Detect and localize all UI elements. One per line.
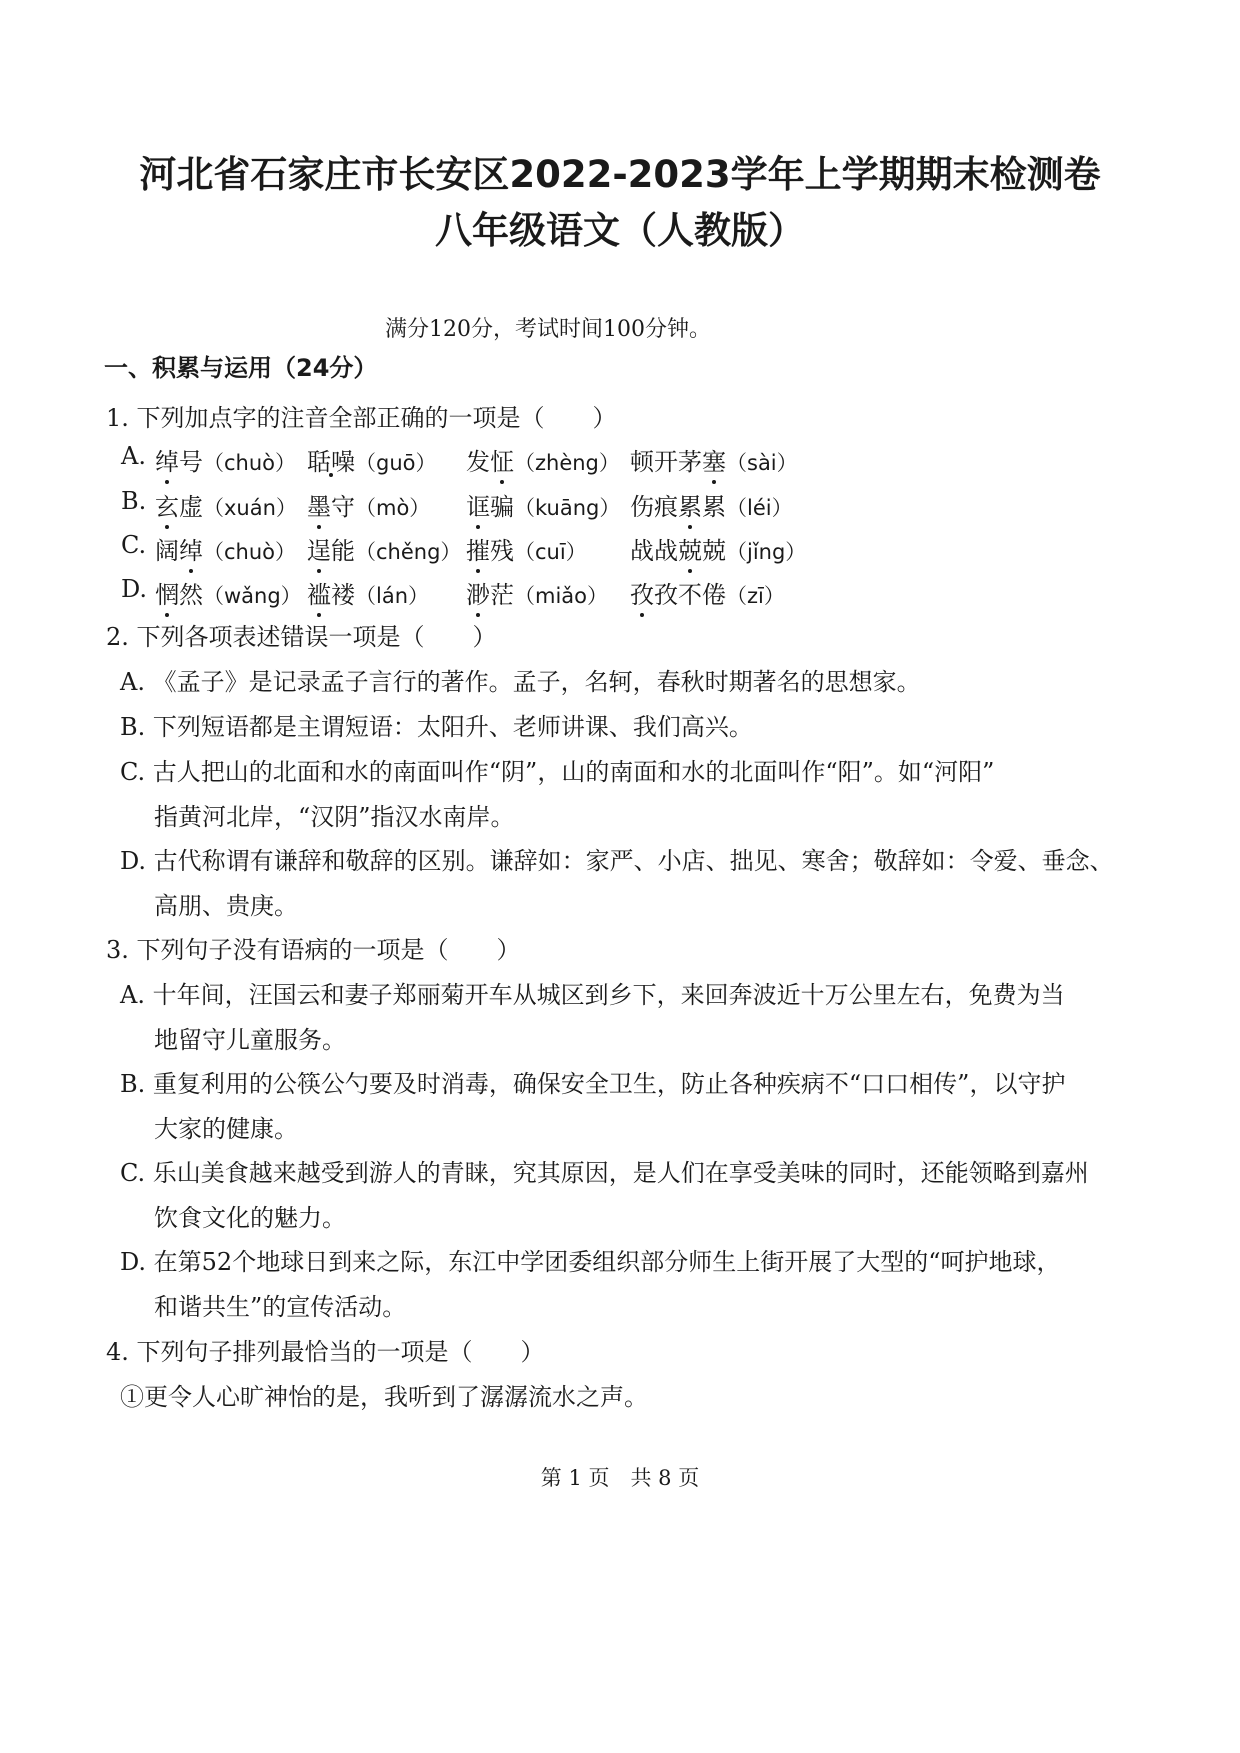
- q1-option-c-word-3: [466, 531, 587, 566]
- option-text: 在第52个地球日到来之际，东江中学团委组织部分师生上街开展了大型的“呵护地球，: [153, 1248, 1061, 1276]
- pinyin: （kuāng）: [514, 496, 621, 520]
- q2-option-d: [120, 841, 1114, 876]
- pinyin: （mò）: [355, 496, 431, 520]
- pinyin: （zī）: [726, 584, 785, 608]
- dotted-character: 兢: [678, 531, 702, 566]
- q1-option-c-word-2: [307, 531, 461, 566]
- pinyin: （guō）: [355, 451, 437, 475]
- q1-option-d-word-4: [630, 575, 785, 610]
- word-part: 噪: [331, 448, 355, 476]
- q1-option-d-word-1: [155, 575, 302, 610]
- q3-option-d: [120, 1242, 1060, 1277]
- pinyin: （cuī）: [514, 540, 587, 564]
- pinyin: （léi）: [726, 496, 793, 520]
- option-label: C.: [120, 1159, 146, 1187]
- q1-option-a-word-4: [630, 442, 798, 477]
- q3-stem: 3. 下列句子没有语病的一项是（ ）: [106, 936, 521, 964]
- option-text: 十年间，汪国云和妻子郑丽菊开车从城区到乡下，来回奔波近十万公里左右，免费为当: [152, 981, 1065, 1009]
- q1-option-c-label: C.: [121, 531, 147, 559]
- q3-option-d-cont: 和谐共生”的宣传活动。: [154, 1293, 407, 1321]
- q2-option-c: [120, 752, 994, 787]
- q1-option-b-word-2: [307, 487, 430, 522]
- word-part: 兢: [702, 537, 726, 565]
- dotted-character: 玄: [155, 487, 179, 522]
- q3-option-b-cont: 大家的健康。: [154, 1115, 298, 1143]
- title-line-1: 河北省石家庄市长安区2022-2023学年上学期期末检测卷: [139, 153, 1101, 196]
- q2-option-a: [120, 662, 921, 697]
- q4-sentence-1: ①更令人心旷神怡的是，我听到了潺潺流水之声。: [120, 1383, 648, 1411]
- dotted-character: 怔: [490, 442, 514, 477]
- option-text: 古人把山的北面和水的南面叫作“阴”，山的南面和水的北面叫作“阳”。如“河阳”: [152, 758, 995, 786]
- word-part: 虚: [179, 493, 203, 521]
- dotted-character: 褴: [307, 575, 331, 610]
- word-part: 守: [331, 493, 355, 521]
- option-text: 下列短语都是主谓短语：太阳升、老师讲课、我们高兴。: [152, 713, 753, 741]
- pinyin: （jǐng）: [726, 540, 807, 564]
- q1-option-b-word-4: [630, 487, 793, 522]
- pinyin: （lán）: [355, 584, 430, 608]
- dotted-character: 诓: [466, 487, 490, 522]
- word-part: 发: [466, 448, 490, 476]
- q1-option-b-label: B.: [121, 487, 147, 515]
- q1-option-c-word-1: [155, 531, 296, 566]
- word-part: 战战: [630, 537, 678, 565]
- q3-option-c: [120, 1153, 1089, 1188]
- q1-option-a-label: A.: [121, 442, 146, 470]
- word-part: 然: [179, 581, 203, 609]
- pinyin: （xuán）: [203, 496, 297, 520]
- q3-option-c-cont: 饮食文化的魅力。: [154, 1204, 346, 1232]
- word-part: 聒: [307, 448, 331, 476]
- word-part: 伤痕: [630, 493, 678, 521]
- dotted-character: 惘: [155, 575, 179, 610]
- word-part: 顿开茅: [630, 448, 702, 476]
- option-text: 古代称谓有谦辞和敬辞的区别。谦辞如：家严、小店、拙见、寒舍；敬辞如：令爱、垂念、: [153, 847, 1114, 875]
- dotted-character: 墨: [307, 487, 331, 522]
- q2-stem: 2. 下列各项表述错误一项是（ ）: [106, 623, 497, 651]
- word-part: 骗: [490, 493, 514, 521]
- pinyin: （miǎo）: [514, 584, 609, 608]
- q1-option-c-word-4: [630, 531, 806, 566]
- option-label: B.: [120, 1070, 146, 1098]
- dotted-character: 塞: [702, 442, 726, 477]
- option-text: 重复利用的公筷公勺要及时消毒，确保安全卫生，防止各种疾病不“口口相传”，以守护: [152, 1070, 1066, 1098]
- q1-option-d-word-2: [307, 575, 429, 610]
- q3-option-a: [120, 975, 1065, 1010]
- q1-option-d-word-3: [466, 575, 608, 610]
- option-text: 乐山美食越来越受到游人的青睐，究其原因，是人们在享受美味的同时，还能领略到嘉州: [152, 1159, 1089, 1187]
- q1-option-d-label: D.: [121, 575, 148, 603]
- option-label: D.: [120, 1248, 147, 1276]
- word-part: 阔: [155, 537, 179, 565]
- pinyin: （sài）: [726, 451, 798, 475]
- dotted-character: 孜: [630, 575, 654, 610]
- dotted-character: 逞: [307, 531, 331, 566]
- option-label: A.: [120, 668, 145, 696]
- dotted-character: 摧: [466, 531, 490, 566]
- pinyin: （chuò）: [203, 451, 297, 475]
- q3-option-b: [120, 1064, 1065, 1099]
- word-part: 能: [331, 537, 355, 565]
- word-part: 孜不倦: [654, 581, 726, 609]
- title-line-2: 八年级语文（人教版）: [435, 209, 805, 252]
- word-part: 残: [490, 537, 514, 565]
- pinyin: （zhèng）: [514, 451, 620, 475]
- dotted-character: 绰: [179, 531, 203, 566]
- q1-option-a-word-3: [466, 442, 620, 477]
- q1-option-a-word-2: [307, 442, 437, 477]
- q2-option-b: [120, 707, 753, 742]
- option-label: A.: [120, 981, 145, 1009]
- option-label: C.: [120, 758, 146, 786]
- q2-option-d-cont: 高朋、贵庚。: [154, 892, 298, 920]
- pinyin: （chuò）: [203, 540, 297, 564]
- q3-option-a-cont: 地留守儿童服务。: [154, 1026, 346, 1054]
- q2-option-c-cont: 指黄河北岸，“汉阴”指汉水南岸。: [154, 803, 515, 831]
- option-label: B.: [120, 713, 146, 741]
- word-part: 号: [179, 448, 203, 476]
- q1-option-b-word-1: [155, 487, 297, 522]
- dotted-character: 渺: [466, 575, 490, 610]
- page-footer: 第 1 页 共 8 页: [540, 1466, 700, 1490]
- q1-option-b-word-3: [466, 487, 620, 522]
- word-part: 褛: [331, 581, 355, 609]
- word-part: 茫: [490, 581, 514, 609]
- pinyin: （wǎng）: [203, 584, 302, 608]
- q1-stem: 1. 下列加点字的注音全部正确的一项是（ ）: [106, 404, 617, 432]
- dotted-character: 绰: [155, 442, 179, 477]
- option-text: 《孟子》是记录孟子言行的著作。孟子，名轲，春秋时期著名的思想家。: [152, 668, 921, 696]
- word-part: 累: [702, 493, 726, 521]
- option-label: D.: [120, 847, 147, 875]
- pinyin: （chěng）: [355, 540, 462, 564]
- exam-info: 满分120分，考试时间100分钟。: [385, 317, 711, 342]
- q4-stem: 4. 下列句子排列最恰当的一项是（ ）: [106, 1338, 545, 1366]
- dotted-character: 累: [678, 487, 702, 522]
- q1-option-a-word-1: [155, 442, 296, 477]
- section-1-title: 一、积累与运用（24分）: [104, 354, 378, 382]
